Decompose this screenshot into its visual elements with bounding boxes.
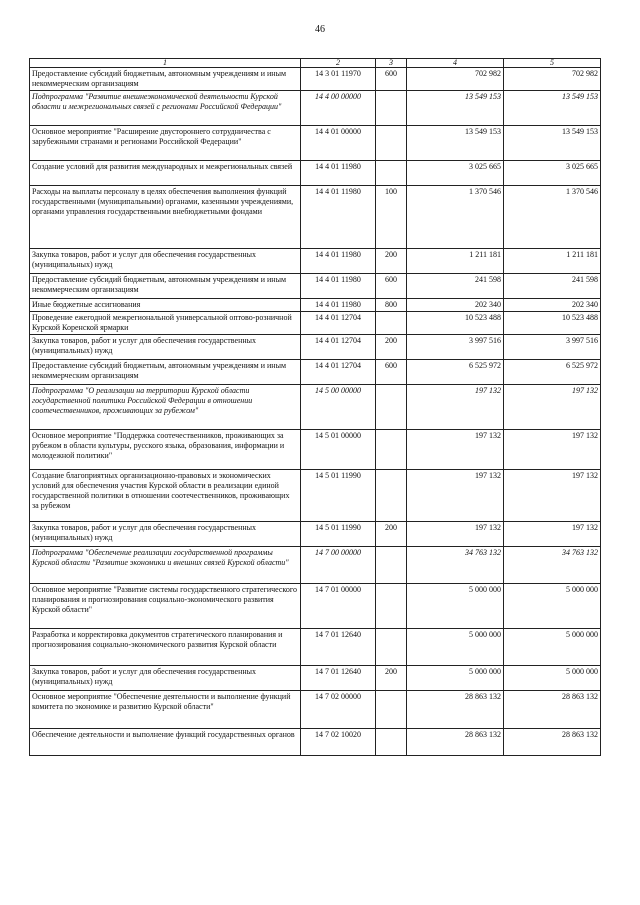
row-amount-2: 10 523 488 — [504, 312, 601, 335]
table-row — [30, 360, 601, 385]
row-amount-1: 28 863 132 — [407, 729, 504, 756]
row-expense-type: 200 — [376, 522, 407, 547]
table-row — [30, 249, 601, 274]
row-code: 14 4 01 11980 — [301, 161, 376, 186]
row-name: Основное мероприятие "Расширение двустороннего сотрудничества с зарубежными странами и регионами Российской Федерации" — [30, 126, 301, 161]
row-name: Обеспечение деятельности и выполнение функций государственных органов — [30, 729, 301, 756]
table-row — [30, 729, 601, 756]
table-row — [30, 91, 601, 126]
table-row — [30, 666, 601, 691]
row-code: 14 4 01 00000 — [301, 126, 376, 161]
row-name: Закупка товаров, работ и услуг для обеспечения государственных (муниципальных) нужд — [30, 522, 301, 547]
row-code: 14 4 01 11980 — [301, 299, 376, 312]
table-body — [30, 68, 601, 756]
row-amount-2: 197 132 — [504, 522, 601, 547]
row-name: Закупка товаров, работ и услуг для обеспечения государственных (муниципальных) нужд — [30, 666, 301, 691]
row-expense-type — [376, 584, 407, 629]
row-amount-1: 5 000 000 — [407, 629, 504, 666]
row-expense-type — [376, 470, 407, 522]
row-expense-type — [376, 91, 407, 126]
row-code: 14 5 01 00000 — [301, 430, 376, 470]
row-expense-type: 200 — [376, 666, 407, 691]
row-code: 14 4 01 12704 — [301, 312, 376, 335]
row-name: Предоставление субсидий бюджетным, автономным учреждениям и иным некоммерческим организациям — [30, 360, 301, 385]
row-name: Разработка и корректировка документов стратегического планирования и прогнозирования социально-экономического развития Курской области — [30, 629, 301, 666]
table-row — [30, 186, 601, 249]
row-amount-1: 6 525 972 — [407, 360, 504, 385]
row-name: Проведение ежегодной межрегиональной универсальной оптово-розничной Курской Коренской ярмарки — [30, 312, 301, 335]
table-row — [30, 126, 601, 161]
row-amount-1: 28 863 132 — [407, 691, 504, 729]
row-amount-1: 3 025 665 — [407, 161, 504, 186]
row-amount-1: 1 211 181 — [407, 249, 504, 274]
table-row — [30, 161, 601, 186]
row-expense-type — [376, 126, 407, 161]
row-amount-1: 197 132 — [407, 430, 504, 470]
table-row — [30, 335, 601, 360]
row-code: 14 7 01 12640 — [301, 666, 376, 691]
row-name: Предоставление субсидий бюджетным, автономным учреждениям и иным некоммерческим организациям — [30, 274, 301, 299]
row-amount-2: 13 549 153 — [504, 91, 601, 126]
row-amount-2: 5 000 000 — [504, 584, 601, 629]
row-amount-2: 202 340 — [504, 299, 601, 312]
table-row — [30, 470, 601, 522]
row-amount-2: 28 863 132 — [504, 729, 601, 756]
row-name: Подпрограмма "О реализации на территории Курской области государственной политики Российской Федерации в отношении соотечественников, проживающих за рубежом" — [30, 385, 301, 430]
row-expense-type — [376, 385, 407, 430]
row-expense-type — [376, 729, 407, 756]
row-expense-type: 200 — [376, 335, 407, 360]
row-expense-type — [376, 547, 407, 584]
row-code: 14 4 01 12704 — [301, 335, 376, 360]
row-name: Подпрограмма "Обеспечение реализации государственной программы Курской области "Развитие экономики и внешних связей Курской области" — [30, 547, 301, 584]
row-expense-type — [376, 312, 407, 335]
row-code: 14 7 02 10020 — [301, 729, 376, 756]
row-amount-2: 197 132 — [504, 470, 601, 522]
row-expense-type — [376, 691, 407, 729]
row-amount-1: 1 370 546 — [407, 186, 504, 249]
row-code: 14 4 01 11980 — [301, 186, 376, 249]
header-col-2: 2 — [301, 59, 376, 68]
row-name: Создание условий для развития международных и межрегиональных связей — [30, 161, 301, 186]
header-col-4: 4 — [407, 59, 504, 68]
row-amount-2: 702 982 — [504, 68, 601, 91]
row-amount-1: 702 982 — [407, 68, 504, 91]
table-header-row — [30, 59, 601, 68]
row-amount-1: 197 132 — [407, 522, 504, 547]
table-row — [30, 522, 601, 547]
row-name: Основное мероприятие "Поддержка соотечественников, проживающих за рубежом в области культуры, русского языка, образования, информации и молодежной политики" — [30, 430, 301, 470]
table-row — [30, 274, 601, 299]
row-name: Основное мероприятие "Обеспечение деятельности и выполнение функций комитета по экономике и развитию Курской области" — [30, 691, 301, 729]
table-row — [30, 312, 601, 335]
row-amount-2: 3 997 516 — [504, 335, 601, 360]
row-code: 14 4 01 11980 — [301, 249, 376, 274]
row-amount-1: 3 997 516 — [407, 335, 504, 360]
table-row — [30, 584, 601, 629]
table-row — [30, 299, 601, 312]
row-amount-1: 10 523 488 — [407, 312, 504, 335]
row-code: 14 5 01 11990 — [301, 470, 376, 522]
row-code: 14 5 00 00000 — [301, 385, 376, 430]
table-row — [30, 430, 601, 470]
row-amount-1: 241 598 — [407, 274, 504, 299]
row-amount-1: 5 000 000 — [407, 666, 504, 691]
page-number: 46 — [315, 24, 325, 35]
header-col-5: 5 — [504, 59, 601, 68]
row-expense-type: 600 — [376, 68, 407, 91]
row-code: 14 3 01 11970 — [301, 68, 376, 91]
row-amount-1: 13 549 153 — [407, 126, 504, 161]
row-expense-type: 600 — [376, 274, 407, 299]
row-amount-2: 241 598 — [504, 274, 601, 299]
table-row — [30, 547, 601, 584]
row-amount-2: 6 525 972 — [504, 360, 601, 385]
row-amount-2: 28 863 132 — [504, 691, 601, 729]
row-expense-type — [376, 629, 407, 666]
row-amount-2: 34 763 132 — [504, 547, 601, 584]
row-name: Предоставление субсидий бюджетным, автономным учреждениям и иным некоммерческим организациям — [30, 68, 301, 91]
row-name: Подпрограмма "Развитие внешнеэкономической деятельности Курской области и межрегиональных связей с регионами Российской Федерации" — [30, 91, 301, 126]
row-name: Иные бюджетные ассигнования — [30, 299, 301, 312]
row-amount-2: 1 370 546 — [504, 186, 601, 249]
row-expense-type — [376, 161, 407, 186]
row-code: 14 7 01 00000 — [301, 584, 376, 629]
row-amount-2: 197 132 — [504, 430, 601, 470]
row-amount-2: 3 025 665 — [504, 161, 601, 186]
row-name: Закупка товаров, работ и услуг для обеспечения государственных (муниципальных) нужд — [30, 249, 301, 274]
row-code: 14 4 01 12704 — [301, 360, 376, 385]
row-expense-type: 800 — [376, 299, 407, 312]
table-row — [30, 629, 601, 666]
table-row — [30, 385, 601, 430]
row-name: Расходы на выплаты персоналу в целях обеспечения выполнения функций государственными (муниципальными) органами, казенными учреждениями, органами управления государственными внебюджетными фондами — [30, 186, 301, 249]
row-amount-2: 1 211 181 — [504, 249, 601, 274]
table-row — [30, 691, 601, 729]
table-row — [30, 68, 601, 91]
header-col-1: 1 — [30, 59, 301, 68]
row-amount-1: 5 000 000 — [407, 584, 504, 629]
row-amount-1: 197 132 — [407, 385, 504, 430]
row-amount-1: 13 549 153 — [407, 91, 504, 126]
row-code: 14 4 00 00000 — [301, 91, 376, 126]
row-amount-2: 5 000 000 — [504, 666, 601, 691]
row-expense-type — [376, 430, 407, 470]
row-amount-2: 13 549 153 — [504, 126, 601, 161]
header-col-3: 3 — [376, 59, 407, 68]
row-expense-type: 200 — [376, 249, 407, 274]
row-expense-type: 100 — [376, 186, 407, 249]
row-name: Закупка товаров, работ и услуг для обеспечения государственных (муниципальных) нужд — [30, 335, 301, 360]
row-code: 14 7 02 00000 — [301, 691, 376, 729]
row-code: 14 7 01 12640 — [301, 629, 376, 666]
budget-table — [29, 58, 601, 756]
row-code: 14 5 01 11990 — [301, 522, 376, 547]
row-amount-2: 5 000 000 — [504, 629, 601, 666]
row-name: Основное мероприятие "Развитие системы государственного стратегического планирования и прогнозирования социально-экономического развития Курской области" — [30, 584, 301, 629]
row-amount-2: 197 132 — [504, 385, 601, 430]
row-amount-1: 197 132 — [407, 470, 504, 522]
row-code: 14 7 00 00000 — [301, 547, 376, 584]
row-name: Создание благоприятных организационно-правовых и экономических условий для обеспечения участия Курской области в реализации единой государственной политики в отношении соотечественников, проживающих за рубежом — [30, 470, 301, 522]
row-code: 14 4 01 11980 — [301, 274, 376, 299]
row-expense-type: 600 — [376, 360, 407, 385]
row-amount-1: 34 763 132 — [407, 547, 504, 584]
row-amount-1: 202 340 — [407, 299, 504, 312]
